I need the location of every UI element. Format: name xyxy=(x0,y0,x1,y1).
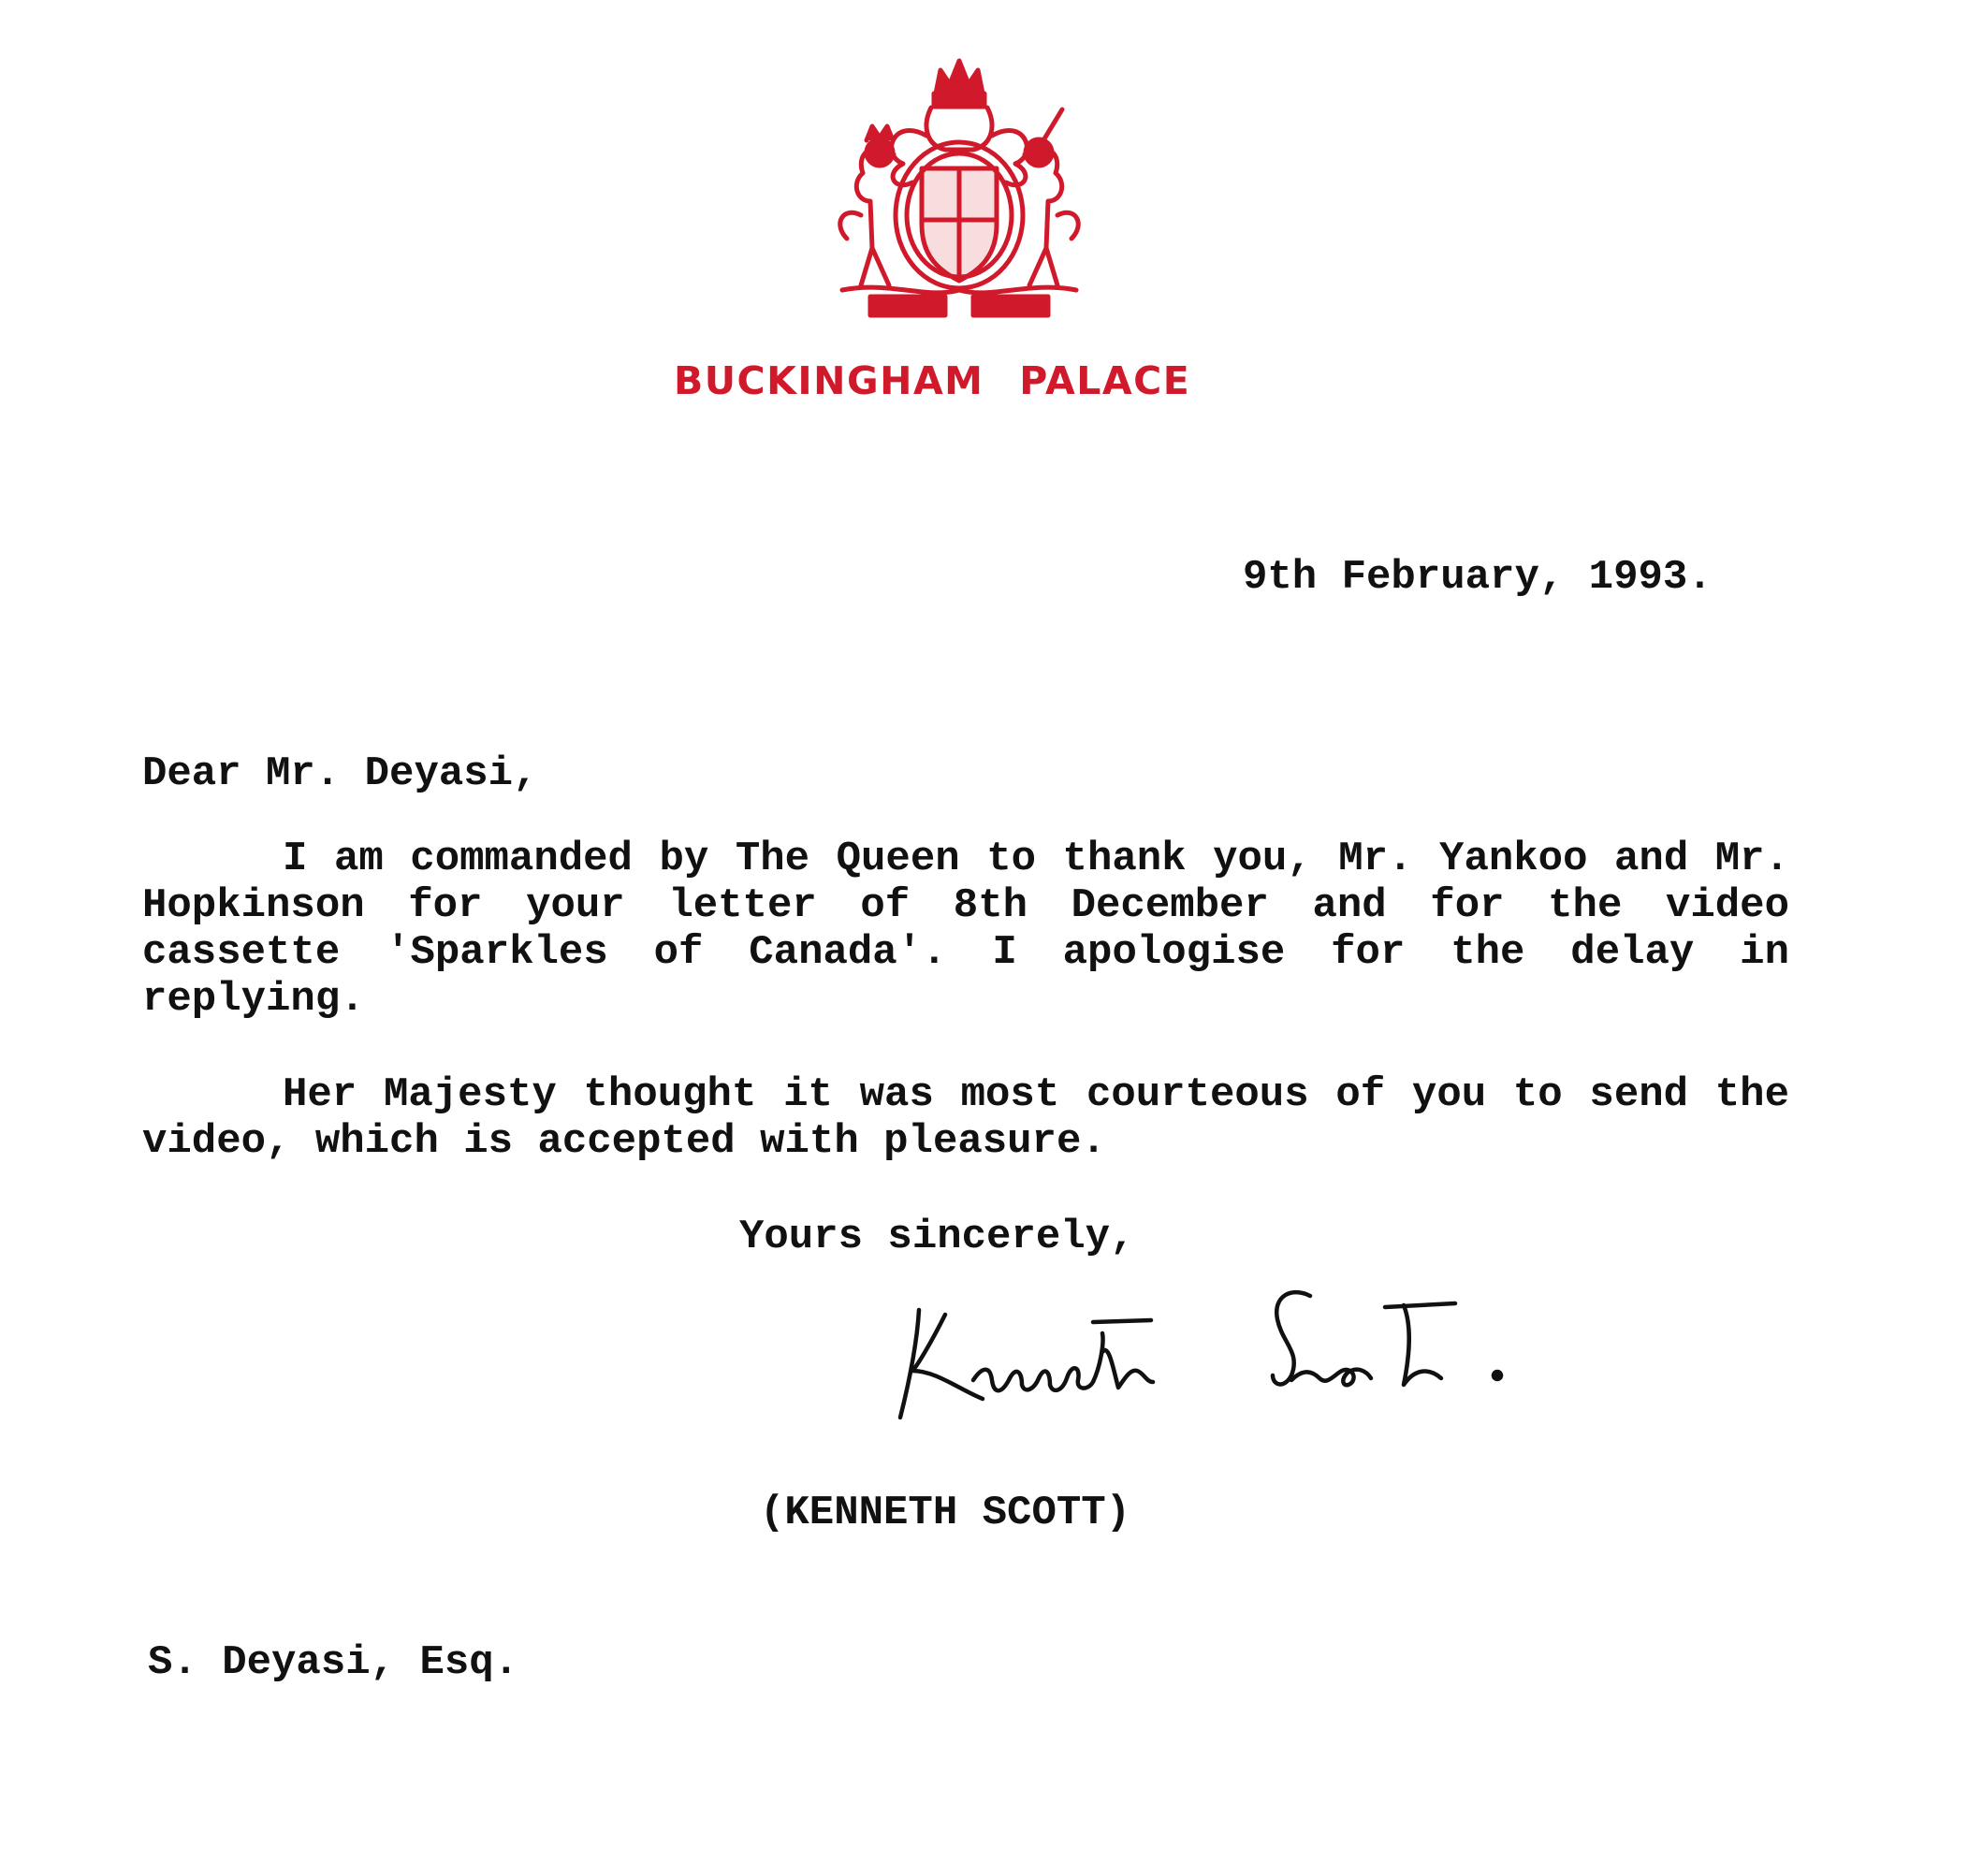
body-paragraph-1-text: I am commanded by The Queen to thank you, Mr. Yankoo and Mr. Hopkinson for your letter of 8th December and for the video cassette 'Sparkles of Canada'. I apologise for the delay in replying. xyxy=(142,836,1789,1023)
body-paragraph-2-text: Her Majesty thought it was most courteous of you to send the video, which is accepted with pleasure. xyxy=(142,1071,1789,1165)
letter-date: 9th February, 1993. xyxy=(1243,554,1713,601)
letterhead-title: BUCKINGHAM PALACE xyxy=(674,358,1191,403)
salutation: Dear Mr. Deyasi, xyxy=(142,750,538,797)
royal-coat-of-arms-icon xyxy=(805,51,1114,323)
handwritten-signature xyxy=(880,1277,1553,1436)
closing: Yours sincerely, xyxy=(739,1214,1135,1260)
body-paragraph-1 xyxy=(142,836,1789,1023)
body-paragraph-2 xyxy=(142,1071,1789,1165)
signatory-name: (KENNETH SCOTT) xyxy=(760,1490,1131,1536)
recipient-name: S. Deyasi, Esq. xyxy=(148,1639,519,1686)
